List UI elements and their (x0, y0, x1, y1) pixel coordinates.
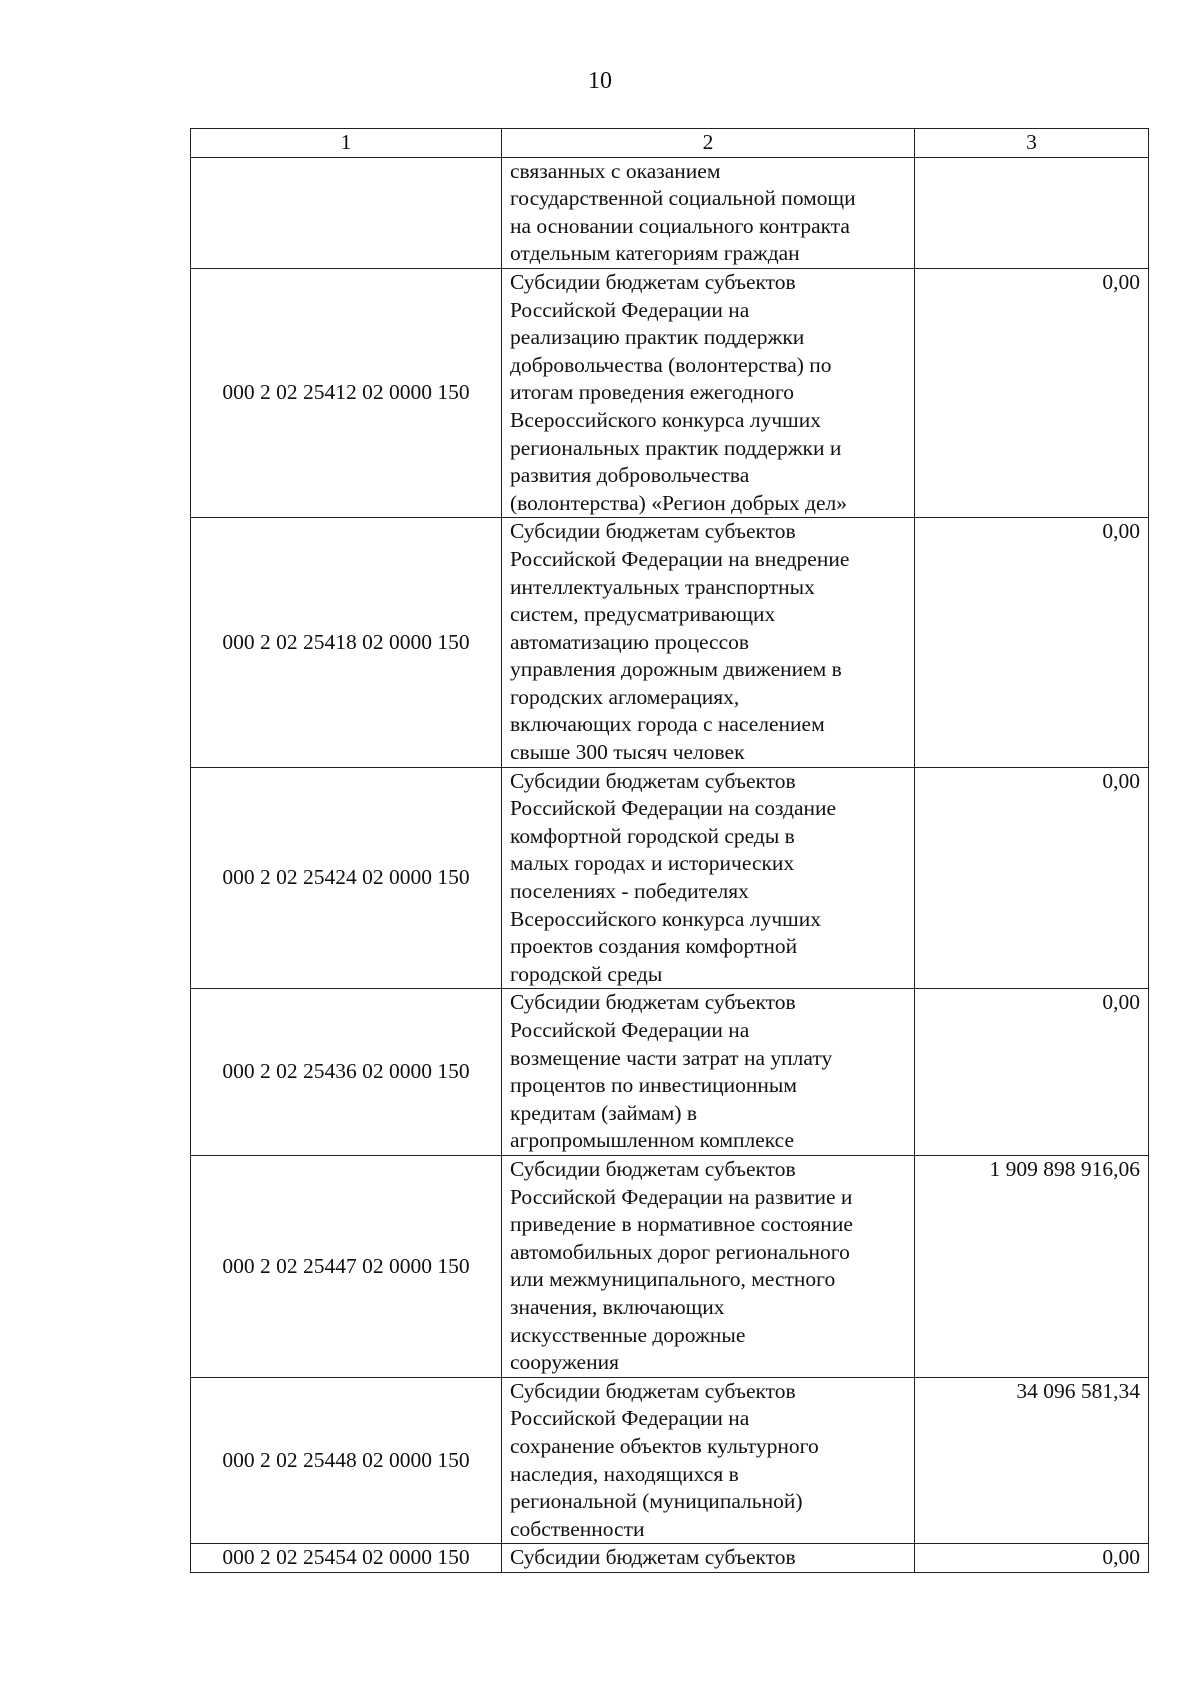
description-line: Субсидии бюджетам субъектов (510, 1545, 796, 1570)
amount-value: 34 096 581,34 (915, 1377, 1149, 1544)
description-line: развития добровольчества (510, 463, 750, 488)
description-line: Российской Федерации на (510, 1018, 750, 1042)
description-line: искусственные дорожные (510, 1322, 746, 1347)
income-description (502, 518, 915, 767)
income-description (502, 767, 915, 989)
description-line: Субсидии бюджетам субъектов (510, 990, 796, 1015)
description-line: добровольчества (волонтерства) по (510, 352, 832, 377)
description-line: значения, включающих (510, 1294, 725, 1319)
description-line: Субсидии бюджетам субъектов (510, 1156, 796, 1181)
description-line: проектов создания комфортной (510, 934, 798, 959)
description-line: агропромышленном комплексе (510, 1128, 795, 1153)
budget-code: 000 2 02 25447 02 0000 150 (191, 1155, 502, 1377)
table-row (191, 1377, 1149, 1544)
description-line: поселениях - победителях (510, 879, 749, 904)
description-line: автомобильных дорог регионального (510, 1239, 850, 1264)
income-description (502, 1155, 915, 1377)
amount-value (915, 157, 1149, 268)
description-line: связанных с оказанием (510, 158, 721, 183)
description-line: малых городах и исторических (510, 851, 795, 876)
income-description (502, 1377, 915, 1544)
income-description (502, 157, 915, 268)
description-line: региональной (муниципальной) (510, 1489, 803, 1514)
table-row (191, 989, 1149, 1156)
description-line: Субсидии бюджетам субъектов (510, 1378, 796, 1403)
budget-code: 000 2 02 25448 02 0000 150 (191, 1377, 502, 1544)
description-line: сохранение объектов культурного (510, 1433, 819, 1458)
table-body (191, 157, 1149, 1572)
description-line: или межмуниципального, местного (510, 1267, 836, 1292)
description-line: систем, предусматривающих (510, 602, 776, 627)
table-row (191, 157, 1149, 268)
description-line: приведение в нормативное состояние (510, 1212, 853, 1237)
description-line: сооружения (510, 1350, 619, 1375)
description-line: городских агломерациях, (510, 684, 740, 709)
table-row (191, 268, 1149, 517)
table-row (191, 1155, 1149, 1377)
income-description (502, 989, 915, 1156)
amount-value: 0,00 (915, 1544, 1149, 1573)
description-line: отдельным категориям граждан (510, 241, 800, 266)
column-header-description: 2 (502, 129, 915, 158)
description-line: собственности (510, 1516, 645, 1541)
table-row (191, 518, 1149, 767)
amount-value: 0,00 (915, 518, 1149, 767)
description-line: на основании социального контракта (510, 213, 850, 238)
amount-value: 1 909 898 916,06 (915, 1155, 1149, 1377)
description-line: наследия, находящихся в (510, 1461, 739, 1486)
description-line: Российской Федерации на развитие и (510, 1184, 853, 1209)
budget-code: 000 2 02 25436 02 0000 150 (191, 989, 502, 1156)
description-line: кредитам (займам) в (510, 1100, 698, 1125)
description-line: Российской Федерации на создание (510, 796, 837, 821)
amount-value: 0,00 (915, 767, 1149, 989)
description-line: (волонтерства) «Регион добрых дел» (510, 490, 848, 515)
description-line: управления дорожным движением в (510, 657, 842, 682)
amount-value: 0,00 (915, 268, 1149, 517)
description-line: Всероссийского конкурса лучших (510, 906, 821, 931)
table-row (191, 767, 1149, 989)
description-line: итогам проведения ежегодного (510, 380, 795, 405)
description-line: государственной социальной помощи (510, 186, 856, 211)
description-line: Субсидии бюджетам субъектов (510, 269, 796, 294)
description-line: интеллектуальных транспортных (510, 574, 815, 599)
description-line: комфортной городской среды в (510, 823, 795, 848)
column-header-amount: 3 (915, 129, 1149, 158)
amount-value: 0,00 (915, 989, 1149, 1156)
income-description (502, 268, 915, 517)
description-line: городской среды (510, 961, 663, 986)
table-row (191, 1544, 1149, 1573)
description-line: Субсидии бюджетам субъектов (510, 519, 796, 544)
description-line: Всероссийского конкурса лучших (510, 407, 821, 432)
budget-table (190, 128, 1149, 1573)
description-line: Российской Федерации на (510, 1406, 750, 1431)
description-line: возмещение части затрат на уплату (510, 1045, 833, 1070)
income-description (502, 1544, 915, 1573)
description-line: процентов по инвестиционным (510, 1073, 797, 1098)
description-line: реализацию практик поддержки (510, 325, 805, 350)
table-header-row (191, 129, 1149, 158)
description-line: региональных практик поддержки и (510, 435, 842, 460)
budget-code: 000 2 02 25424 02 0000 150 (191, 767, 502, 989)
budget-code: 000 2 02 25418 02 0000 150 (191, 518, 502, 767)
budget-code: 000 2 02 25412 02 0000 150 (191, 268, 502, 517)
description-line: включающих города с населением (510, 712, 825, 737)
description-line: автоматизацию процессов (510, 629, 750, 654)
column-header-code: 1 (191, 129, 502, 158)
description-line: Российской Федерации на внедрение (510, 546, 850, 571)
budget-code: 000 2 02 25454 02 0000 150 (191, 1544, 502, 1573)
description-line: Российской Федерации на (510, 297, 750, 322)
budget-code (191, 157, 502, 268)
description-line: Субсидии бюджетам субъектов (510, 768, 796, 793)
description-line: свыше 300 тысяч человек (510, 740, 745, 765)
page-number: 10 (588, 68, 612, 94)
